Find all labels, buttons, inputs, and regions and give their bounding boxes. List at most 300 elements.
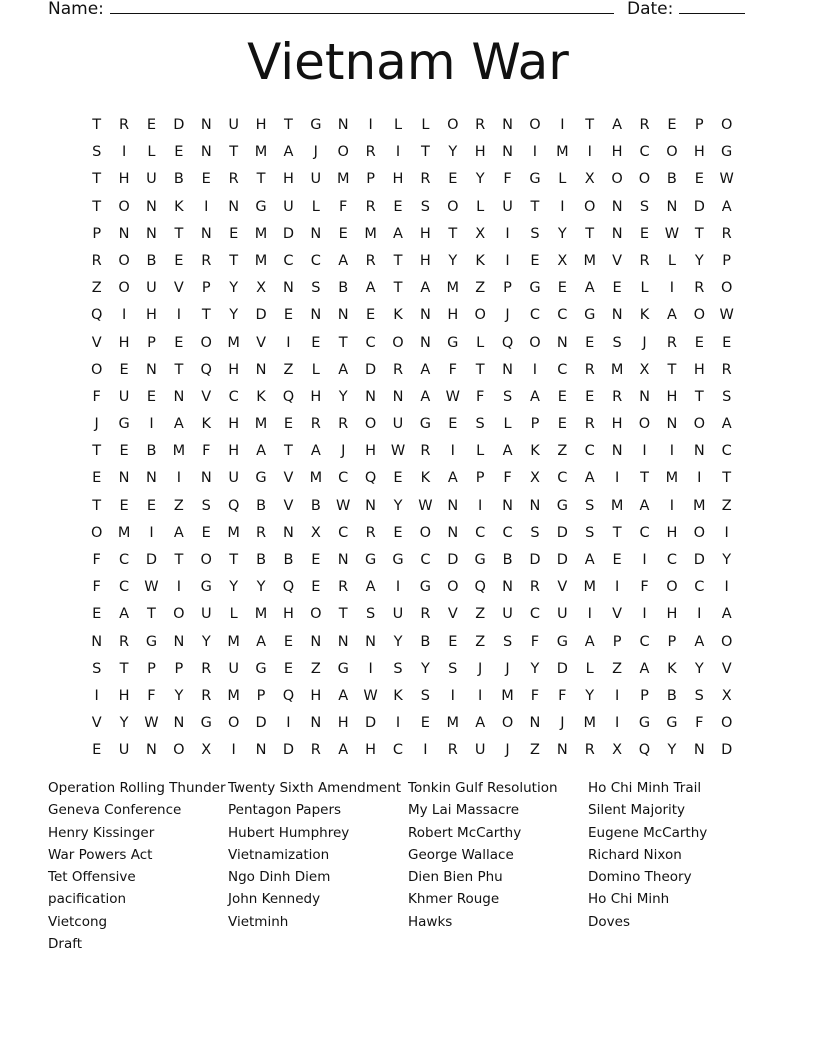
name-field[interactable]: [48, 0, 614, 19]
grid-letter[interactable]: H: [611, 416, 623, 433]
grid-letter[interactable]: H: [419, 252, 431, 269]
grid-letter[interactable]: Z: [173, 497, 184, 514]
grid-letter[interactable]: D: [529, 552, 541, 568]
grid-letter[interactable]: F: [92, 579, 101, 596]
grid-letter[interactable]: L: [585, 660, 594, 677]
grid-letter[interactable]: E: [667, 117, 677, 133]
grid-letter[interactable]: C: [365, 334, 376, 351]
grid-letter[interactable]: B: [146, 443, 157, 460]
grid-letter[interactable]: U: [118, 742, 130, 759]
grid-letter[interactable]: N: [556, 334, 568, 351]
grid-letter[interactable]: A: [639, 660, 650, 677]
grid-letter[interactable]: O: [447, 579, 459, 596]
grid-letter[interactable]: I: [149, 524, 154, 541]
grid-letter[interactable]: A: [256, 633, 266, 650]
grid-letter[interactable]: D: [173, 117, 185, 133]
grid-letter[interactable]: T: [338, 606, 348, 623]
grid-letter[interactable]: U: [392, 416, 404, 433]
grid-letter[interactable]: E: [585, 334, 595, 351]
grid-letter[interactable]: E: [146, 497, 157, 514]
grid-letter[interactable]: A: [173, 416, 184, 433]
grid-letter[interactable]: I: [697, 606, 702, 623]
grid-letter[interactable]: S: [722, 388, 732, 405]
grid-letter[interactable]: O: [118, 252, 130, 269]
grid-letter[interactable]: H: [365, 443, 377, 460]
grid-letter[interactable]: J: [642, 334, 647, 351]
grid-letter[interactable]: P: [475, 470, 485, 487]
grid-letter[interactable]: A: [584, 633, 595, 650]
grid-letter[interactable]: Y: [256, 579, 266, 596]
grid-letter[interactable]: T: [92, 497, 102, 514]
grid-letter[interactable]: E: [229, 225, 239, 242]
grid-letter[interactable]: I: [286, 334, 291, 351]
grid-letter[interactable]: Q: [474, 579, 486, 596]
grid-letter[interactable]: N: [146, 198, 157, 215]
grid-letter[interactable]: R: [338, 579, 349, 596]
grid-letter[interactable]: F: [503, 470, 512, 487]
grid-letter[interactable]: E: [146, 117, 157, 133]
grid-letter[interactable]: O: [200, 334, 212, 351]
grid-letter[interactable]: T: [694, 388, 704, 405]
grid-letter[interactable]: R: [392, 361, 404, 378]
grid-letter[interactable]: T: [229, 552, 239, 568]
grid-letter[interactable]: L: [476, 334, 485, 351]
grid-letter[interactable]: A: [502, 443, 513, 460]
grid-letter[interactable]: C: [721, 443, 732, 460]
grid-letter[interactable]: O: [173, 606, 185, 623]
grid-letter[interactable]: O: [720, 280, 733, 297]
grid-letter[interactable]: T: [92, 117, 102, 133]
grid-letter[interactable]: I: [505, 252, 510, 269]
grid-letter[interactable]: I: [423, 742, 428, 759]
grid-letter[interactable]: K: [393, 687, 403, 704]
grid-letter[interactable]: H: [693, 361, 705, 378]
grid-letter[interactable]: N: [337, 552, 349, 568]
grid-letter[interactable]: V: [612, 606, 623, 623]
grid-letter[interactable]: R: [529, 579, 540, 596]
grid-letter[interactable]: V: [283, 470, 294, 487]
grid-letter[interactable]: S: [612, 334, 622, 351]
grid-letter[interactable]: Q: [200, 361, 212, 378]
grid-letter[interactable]: N: [283, 524, 294, 541]
grid-letter[interactable]: E: [201, 524, 211, 541]
grid-letter[interactable]: T: [667, 361, 677, 378]
grid-letter[interactable]: F: [92, 388, 101, 405]
grid-letter[interactable]: G: [118, 416, 130, 433]
grid-letter[interactable]: E: [283, 633, 294, 650]
grid-letter[interactable]: O: [474, 307, 486, 324]
grid-letter[interactable]: E: [612, 552, 622, 568]
grid-letter[interactable]: E: [557, 416, 567, 433]
grid-letter[interactable]: P: [640, 687, 649, 704]
grid-letter[interactable]: Y: [667, 742, 677, 759]
grid-letter[interactable]: E: [530, 252, 540, 269]
grid-letter[interactable]: G: [255, 470, 267, 487]
grid-letter[interactable]: E: [694, 171, 704, 188]
grid-letter[interactable]: I: [395, 715, 401, 732]
grid-letter[interactable]: F: [475, 388, 485, 405]
grid-letter[interactable]: K: [530, 443, 540, 460]
grid-letter[interactable]: B: [256, 552, 267, 568]
grid-letter[interactable]: I: [724, 579, 729, 596]
grid-letter[interactable]: I: [176, 579, 181, 596]
grid-letter[interactable]: N: [91, 633, 103, 650]
grid-letter[interactable]: M: [227, 633, 240, 650]
grid-letter[interactable]: R: [365, 252, 376, 269]
grid-letter[interactable]: N: [447, 497, 459, 514]
grid-letter[interactable]: U: [283, 198, 294, 215]
grid-letter[interactable]: C: [639, 144, 650, 161]
grid-letter[interactable]: A: [529, 388, 540, 405]
grid-letter[interactable]: O: [666, 579, 678, 596]
grid-letter[interactable]: F: [202, 443, 211, 460]
grid-letter[interactable]: M: [446, 715, 460, 732]
grid-letter[interactable]: I: [450, 687, 455, 704]
grid-letter[interactable]: P: [366, 171, 375, 188]
grid-letter[interactable]: O: [693, 416, 705, 433]
grid-letter[interactable]: J: [560, 715, 565, 732]
grid-letter[interactable]: E: [146, 388, 157, 405]
grid-letter[interactable]: I: [204, 198, 209, 215]
grid-letter[interactable]: H: [474, 144, 486, 161]
grid-letter[interactable]: L: [311, 361, 320, 378]
grid-letter[interactable]: S: [502, 633, 513, 650]
grid-letter[interactable]: A: [721, 416, 732, 433]
grid-letter[interactable]: H: [310, 388, 322, 405]
grid-letter[interactable]: Y: [174, 687, 184, 704]
grid-letter[interactable]: Q: [227, 497, 240, 514]
grid-letter[interactable]: E: [393, 198, 403, 215]
grid-letter[interactable]: S: [448, 660, 458, 677]
grid-letter[interactable]: I: [642, 552, 647, 568]
grid-letter[interactable]: O: [118, 280, 130, 297]
grid-letter[interactable]: C: [557, 470, 568, 487]
grid-letter[interactable]: Q: [282, 579, 295, 596]
grid-letter[interactable]: H: [693, 144, 705, 161]
grid-letter[interactable]: L: [558, 171, 567, 188]
grid-letter[interactable]: X: [639, 361, 650, 378]
grid-letter[interactable]: G: [392, 552, 404, 568]
grid-letter[interactable]: G: [666, 715, 678, 732]
grid-letter[interactable]: K: [667, 660, 677, 677]
grid-letter[interactable]: D: [365, 361, 377, 378]
grid-letter[interactable]: W: [390, 443, 406, 460]
grid-letter[interactable]: O: [720, 117, 733, 133]
grid-letter[interactable]: F: [92, 552, 101, 568]
grid-letter[interactable]: Y: [229, 280, 239, 297]
grid-letter[interactable]: Y: [694, 252, 704, 269]
grid-letter[interactable]: Z: [475, 633, 486, 650]
grid-letter[interactable]: N: [200, 144, 212, 161]
grid-letter[interactable]: T: [448, 225, 458, 242]
grid-letter[interactable]: R: [201, 660, 212, 677]
grid-letter[interactable]: B: [502, 552, 513, 568]
grid-letter[interactable]: I: [478, 687, 483, 704]
grid-letter[interactable]: H: [118, 687, 130, 704]
grid-letter[interactable]: B: [310, 497, 321, 514]
grid-letter[interactable]: N: [365, 633, 377, 650]
grid-letter[interactable]: T: [147, 606, 156, 623]
grid-letter[interactable]: C: [119, 552, 130, 568]
grid-letter[interactable]: O: [501, 715, 514, 732]
grid-letter[interactable]: L: [667, 252, 676, 269]
grid-letter[interactable]: W: [144, 579, 159, 596]
grid-letter[interactable]: Q: [638, 742, 651, 759]
grid-letter[interactable]: T: [92, 198, 102, 215]
grid-letter[interactable]: I: [532, 361, 538, 378]
grid-letter[interactable]: O: [118, 198, 130, 215]
grid-letter[interactable]: Z: [475, 606, 486, 623]
grid-letter[interactable]: N: [283, 280, 294, 297]
grid-letter[interactable]: K: [201, 416, 212, 433]
grid-letter[interactable]: I: [614, 470, 620, 487]
grid-letter[interactable]: R: [584, 361, 595, 378]
grid-letter[interactable]: C: [228, 388, 239, 405]
grid-letter[interactable]: G: [337, 660, 349, 677]
grid-letter[interactable]: T: [530, 198, 540, 215]
grid-letter[interactable]: P: [612, 633, 622, 650]
grid-letter[interactable]: D: [556, 552, 568, 568]
grid-letter[interactable]: T: [119, 660, 129, 677]
grid-letter[interactable]: F: [147, 687, 156, 704]
grid-letter[interactable]: E: [448, 633, 458, 650]
grid-letter[interactable]: N: [502, 144, 513, 161]
grid-letter[interactable]: L: [147, 144, 156, 161]
grid-letter[interactable]: I: [121, 307, 127, 324]
grid-letter[interactable]: C: [557, 307, 568, 324]
grid-letter[interactable]: M: [693, 497, 706, 514]
grid-letter[interactable]: M: [309, 470, 323, 487]
grid-letter[interactable]: P: [174, 660, 184, 677]
grid-letter[interactable]: M: [610, 361, 624, 378]
grid-letter[interactable]: A: [393, 225, 403, 242]
grid-letter[interactable]: R: [584, 742, 595, 759]
grid-letter[interactable]: M: [227, 687, 240, 704]
grid-letter[interactable]: I: [669, 443, 675, 460]
grid-letter[interactable]: C: [502, 524, 513, 541]
grid-letter[interactable]: G: [310, 117, 322, 133]
grid-letter[interactable]: M: [254, 225, 268, 242]
grid-letter[interactable]: W: [418, 497, 433, 514]
grid-letter[interactable]: H: [228, 361, 240, 378]
date-field[interactable]: [627, 0, 745, 19]
grid-letter[interactable]: N: [365, 497, 377, 514]
grid-letter[interactable]: E: [448, 416, 458, 433]
grid-letter[interactable]: H: [392, 171, 404, 188]
grid-letter[interactable]: T: [585, 225, 595, 242]
grid-letter[interactable]: O: [200, 552, 212, 568]
grid-letter[interactable]: O: [611, 171, 623, 188]
grid-letter[interactable]: V: [283, 497, 294, 514]
grid-letter[interactable]: N: [310, 633, 322, 650]
grid-letter[interactable]: N: [310, 307, 322, 324]
grid-letter[interactable]: E: [420, 715, 430, 732]
grid-letter[interactable]: D: [255, 715, 267, 732]
grid-letter[interactable]: E: [612, 280, 622, 297]
grid-letter[interactable]: B: [338, 280, 349, 297]
grid-letter[interactable]: S: [475, 416, 485, 433]
grid-letter[interactable]: Z: [721, 497, 732, 514]
grid-letter[interactable]: L: [476, 443, 485, 460]
grid-letter[interactable]: E: [366, 307, 376, 324]
grid-letter[interactable]: V: [721, 660, 732, 677]
grid-letter[interactable]: U: [228, 470, 239, 487]
grid-letter[interactable]: T: [640, 470, 649, 487]
grid-letter[interactable]: E: [283, 416, 294, 433]
grid-letter[interactable]: I: [286, 715, 291, 732]
grid-letter[interactable]: Q: [364, 470, 377, 487]
grid-letter[interactable]: V: [91, 334, 102, 351]
grid-letter[interactable]: D: [282, 225, 295, 242]
grid-letter[interactable]: G: [419, 579, 431, 596]
grid-letter[interactable]: A: [173, 524, 184, 541]
grid-letter[interactable]: N: [392, 388, 404, 405]
grid-letter[interactable]: S: [639, 198, 650, 215]
grid-letter[interactable]: T: [475, 361, 485, 378]
grid-letter[interactable]: Y: [393, 633, 403, 650]
grid-letter[interactable]: N: [693, 443, 705, 460]
grid-letter[interactable]: F: [530, 633, 540, 650]
grid-letter[interactable]: X: [201, 742, 212, 759]
grid-letter[interactable]: N: [310, 715, 322, 732]
grid-letter[interactable]: C: [420, 552, 431, 568]
grid-letter[interactable]: C: [310, 252, 321, 269]
grid-letter[interactable]: C: [666, 552, 677, 568]
grid-letter[interactable]: G: [638, 715, 651, 732]
grid-letter[interactable]: N: [146, 470, 157, 487]
grid-letter[interactable]: T: [92, 443, 102, 460]
grid-letter[interactable]: D: [282, 742, 295, 759]
grid-letter[interactable]: Y: [338, 388, 348, 405]
grid-letter[interactable]: E: [92, 606, 102, 623]
grid-letter[interactable]: N: [365, 388, 377, 405]
grid-letter[interactable]: R: [201, 252, 212, 269]
grid-letter[interactable]: Z: [310, 660, 321, 677]
grid-letter[interactable]: N: [666, 416, 678, 433]
grid-letter[interactable]: T: [585, 117, 595, 133]
date-line[interactable]: [679, 0, 745, 14]
grid-letter[interactable]: G: [200, 715, 212, 732]
grid-letter[interactable]: M: [254, 606, 268, 623]
grid-letter[interactable]: O: [638, 171, 651, 188]
grid-letter[interactable]: B: [283, 552, 294, 568]
grid-letter[interactable]: A: [666, 307, 677, 324]
grid-letter[interactable]: O: [529, 117, 541, 133]
grid-letter[interactable]: U: [228, 660, 239, 677]
grid-letter[interactable]: D: [693, 552, 705, 568]
grid-letter[interactable]: M: [665, 470, 679, 487]
grid-letter[interactable]: T: [393, 252, 403, 269]
grid-letter[interactable]: N: [337, 117, 349, 133]
grid-letter[interactable]: W: [144, 715, 159, 732]
grid-letter[interactable]: O: [693, 524, 705, 541]
grid-letter[interactable]: E: [639, 225, 650, 242]
grid-letter[interactable]: T: [92, 171, 102, 188]
grid-letter[interactable]: I: [532, 144, 538, 161]
grid-letter[interactable]: A: [283, 144, 294, 161]
grid-letter[interactable]: Y: [119, 715, 129, 732]
grid-letter[interactable]: I: [176, 307, 181, 324]
grid-letter[interactable]: G: [255, 198, 267, 215]
grid-letter[interactable]: I: [176, 470, 181, 487]
grid-letter[interactable]: O: [638, 416, 651, 433]
grid-letter[interactable]: L: [393, 117, 403, 133]
grid-letter[interactable]: O: [666, 144, 678, 161]
grid-letter[interactable]: J: [313, 144, 318, 161]
grid-letter[interactable]: O: [693, 307, 705, 324]
grid-letter[interactable]: D: [145, 552, 158, 568]
grid-letter[interactable]: F: [339, 198, 348, 215]
grid-letter[interactable]: R: [420, 606, 431, 623]
grid-letter[interactable]: N: [502, 579, 513, 596]
grid-letter[interactable]: N: [529, 715, 541, 732]
grid-letter[interactable]: A: [584, 470, 595, 487]
grid-letter[interactable]: J: [505, 307, 510, 324]
grid-letter[interactable]: U: [474, 742, 486, 759]
grid-letter[interactable]: N: [419, 334, 431, 351]
grid-letter[interactable]: W: [336, 497, 351, 514]
grid-letter[interactable]: S: [502, 388, 513, 405]
grid-letter[interactable]: A: [584, 552, 595, 568]
grid-letter[interactable]: N: [502, 361, 513, 378]
grid-letter[interactable]: V: [612, 252, 623, 269]
grid-letter[interactable]: T: [694, 225, 704, 242]
grid-letter[interactable]: G: [255, 660, 267, 677]
name-line[interactable]: [110, 0, 614, 14]
grid-letter[interactable]: H: [228, 443, 240, 460]
grid-letter[interactable]: U: [392, 606, 404, 623]
grid-letter[interactable]: M: [610, 497, 624, 514]
grid-letter[interactable]: N: [118, 470, 130, 487]
grid-letter[interactable]: O: [364, 416, 377, 433]
grid-letter[interactable]: O: [720, 633, 733, 650]
grid-letter[interactable]: H: [365, 742, 377, 759]
grid-letter[interactable]: Z: [557, 443, 568, 460]
grid-letter[interactable]: R: [228, 171, 239, 188]
grid-letter[interactable]: I: [505, 225, 510, 242]
grid-letter[interactable]: C: [475, 524, 486, 541]
grid-letter[interactable]: I: [368, 660, 373, 677]
grid-letter[interactable]: F: [640, 579, 649, 596]
grid-letter[interactable]: N: [146, 361, 157, 378]
grid-letter[interactable]: X: [529, 470, 540, 487]
grid-letter[interactable]: G: [419, 416, 431, 433]
grid-letter[interactable]: V: [256, 334, 266, 351]
grid-letter[interactable]: O: [447, 198, 459, 215]
grid-letter[interactable]: S: [694, 687, 704, 704]
grid-letter[interactable]: A: [420, 361, 431, 378]
grid-letter[interactable]: O: [227, 715, 240, 732]
grid-letter[interactable]: T: [174, 361, 184, 378]
grid-letter[interactable]: G: [529, 280, 541, 297]
grid-letter[interactable]: S: [585, 524, 595, 541]
grid-letter[interactable]: V: [201, 388, 212, 405]
grid-letter[interactable]: R: [256, 524, 267, 541]
grid-letter[interactable]: N: [529, 497, 541, 514]
grid-letter[interactable]: I: [560, 117, 565, 133]
grid-letter[interactable]: I: [231, 742, 236, 759]
grid-letter[interactable]: J: [94, 416, 99, 433]
grid-letter[interactable]: J: [341, 443, 346, 460]
grid-letter[interactable]: R: [338, 416, 349, 433]
grid-letter[interactable]: H: [255, 117, 267, 133]
grid-letter[interactable]: M: [254, 252, 268, 269]
grid-letter[interactable]: O: [392, 334, 404, 351]
grid-letter[interactable]: U: [502, 198, 513, 215]
grid-letter[interactable]: E: [119, 361, 129, 378]
grid-letter[interactable]: P: [92, 225, 102, 242]
grid-letter[interactable]: J: [505, 660, 510, 677]
